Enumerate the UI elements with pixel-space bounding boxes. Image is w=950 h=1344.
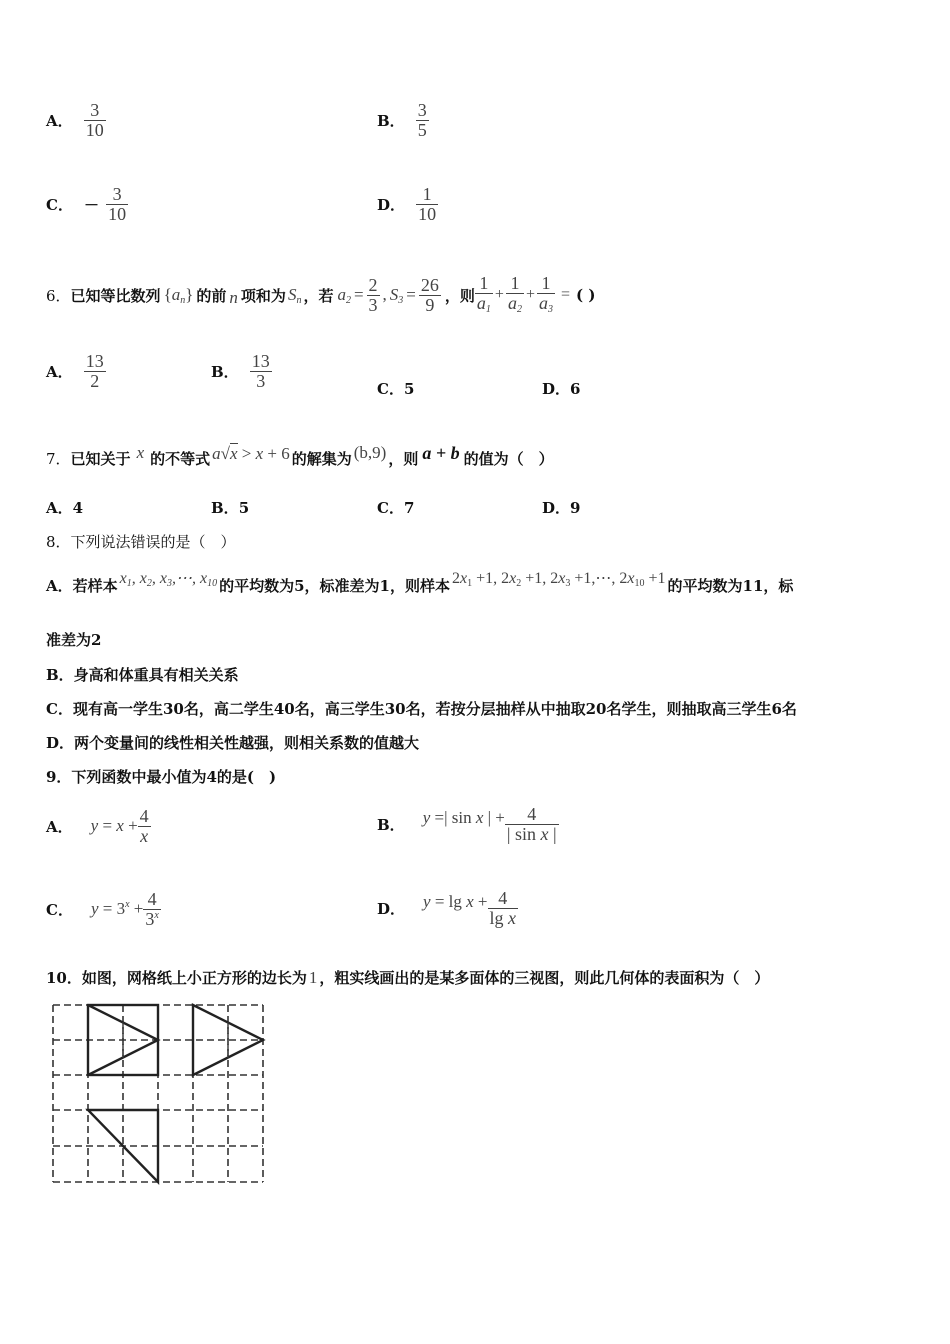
formula: y =| sin x | + (422, 808, 505, 827)
fraction: $\frac{1}{10}$ (418, 184, 437, 224)
unit-length: 1 (308, 968, 318, 987)
stem-text: 的前 (196, 286, 227, 305)
option-label: D． (377, 195, 406, 214)
sample-2x-plus-1: $2x_1 +1$, $2x_2 +1$, $2x_3$ +1,⋯, $2x_{10} +1$ (451, 569, 666, 589)
fraction: $\frac{4}{\text{lg x}}$ (489, 887, 517, 928)
q7-option-d: D．9 (542, 499, 581, 517)
var-a2: $a_2$ (337, 284, 351, 306)
answer-paren: ( ) (576, 286, 596, 304)
var-x: x (136, 443, 145, 462)
fraction: $\frac{2}{3}$ (368, 274, 378, 315)
q5-option-b (377, 101, 429, 140)
q8-stem: 8．下列说法错误的是（ ） (46, 533, 236, 551)
question-number: 6． (46, 286, 71, 305)
stem-text: 已知关于 (70, 449, 131, 468)
fraction: $\frac{4}{\text{| sin x |}}$ (506, 803, 557, 844)
formula: y = lg x + (423, 892, 488, 911)
q5-option-a (46, 101, 106, 140)
q5-option-c (46, 185, 128, 224)
var-n: n (229, 288, 238, 307)
stem-text: ，则 (444, 286, 475, 305)
sample-x: $x_1$, $x_2$, $x_3,\cdots$, $x_{10}$ (119, 569, 218, 589)
inequality: a√x > x + 6 (212, 444, 290, 463)
stem-text: ，若 (303, 286, 334, 305)
option-text: 的平均数为11，标 (667, 576, 794, 595)
q9-stem: 9．下列函数中最小值为4的是( ) (46, 768, 277, 786)
option-label: B． (377, 815, 405, 834)
fraction: $\frac{4}{x}$ (139, 805, 149, 846)
stem-text: ，则 (388, 449, 419, 468)
q7-option-a: A．4 (46, 499, 84, 517)
option-label: C． (46, 195, 73, 214)
q9-option-b (377, 799, 559, 849)
q10-stem (46, 967, 769, 988)
q6-stem: 6． 已知等比数列 $\{a_n\}$ 的前 n 项和为 $S_n$ ，若 $a_2$ = $\frac{2}{3}$ , $S_3$ = $\frac{26}{9}$ ，则 $\frac{1}{a_1}$ + $\frac{1}{a_2}$ + $\frac{1}{a_3}$ = ( ) (46, 273, 596, 316)
q8-option-d: D．两个变量间的线性相关性越强，则相关系数的值越大 (46, 734, 420, 752)
q8-option-b: B．身高和体重具有相关关系 (46, 666, 239, 684)
var-s3: $S_3$ (389, 284, 404, 306)
stem-text: 的解集为 (291, 449, 352, 468)
fraction-1-a3: $\frac{1}{a_3}$ (538, 273, 553, 316)
q6-option-d: D．6 (542, 380, 581, 398)
option-label: A． (46, 111, 73, 130)
fraction: $\frac{3}{5}$ (417, 100, 427, 140)
option-label: C． (46, 900, 73, 919)
q6-option-c: C．5 (377, 380, 415, 398)
option-label: D． (377, 899, 406, 918)
option-label: B． (377, 111, 405, 130)
q9-option-a (46, 801, 151, 851)
interval: (b,9) (353, 443, 387, 462)
option-text: 的平均数为5，标准差为1，则样本 (219, 576, 450, 595)
formula: y = x + (90, 816, 138, 835)
stem-text: 已知等比数列 (70, 286, 161, 305)
fraction: $\frac{13}{2}$ (85, 351, 104, 391)
fraction: $\frac{3}{10}$ (85, 100, 104, 140)
q9-option-d (377, 883, 518, 933)
q8-option-c: C．现有高一学生30名，高二学生40名，高三学生30名，若按分层抽样从中抽取20名学生，则抽取高三学生6名 (46, 700, 797, 718)
fraction: $\frac{26}{9}$ (420, 274, 439, 315)
minus-sign: － (84, 195, 100, 214)
expr-a-plus-b: a + b (422, 442, 460, 463)
fraction-1-a2: $\frac{1}{a_2}$ (507, 273, 522, 316)
q9-option-c (46, 884, 161, 934)
q8-option-a (46, 565, 793, 605)
fraction: $\frac{13}{3}$ (251, 351, 270, 391)
option-label: A． (46, 817, 73, 836)
stem-text: 的值为（ ） (463, 449, 554, 468)
q7-stem (46, 438, 554, 478)
stem-text: 10．如图，网格纸上小正方形的边长为 (46, 969, 307, 987)
sequence-an: $\{a_n\}$ (163, 284, 194, 306)
q7-option-b: B．5 (211, 499, 250, 517)
var-sn: $S_n$ (287, 284, 302, 306)
fraction: $\frac{3}{10}$ (108, 184, 127, 224)
q7-option-c: C．7 (377, 499, 415, 517)
q8-option-a-cont: 准差为2 (46, 631, 102, 649)
q6-option-a: A． $\frac{13}{2}$ (46, 351, 104, 391)
q6-option-b: B． $\frac{13}{3}$ (211, 351, 270, 391)
stem-text: ，粗实线画出的是某多面体的三视图，则此几何体的表面积为（ ） (319, 969, 770, 987)
option-text: A．若样本 (46, 576, 118, 595)
question-number: 7． (46, 449, 71, 468)
stem-text: 的不等式 (150, 449, 211, 468)
stem-text: 项和为 (240, 286, 286, 305)
fraction-1-a1: $\frac{1}{a_1}$ (476, 273, 491, 316)
three-view-grid-figure (50, 1002, 266, 1188)
q5-option-d (377, 185, 438, 224)
solid-outlines (88, 1005, 263, 1182)
formula: $y = 3^x$ + (90, 899, 144, 918)
fraction: $\frac{4}{3^x}$ (145, 888, 159, 929)
